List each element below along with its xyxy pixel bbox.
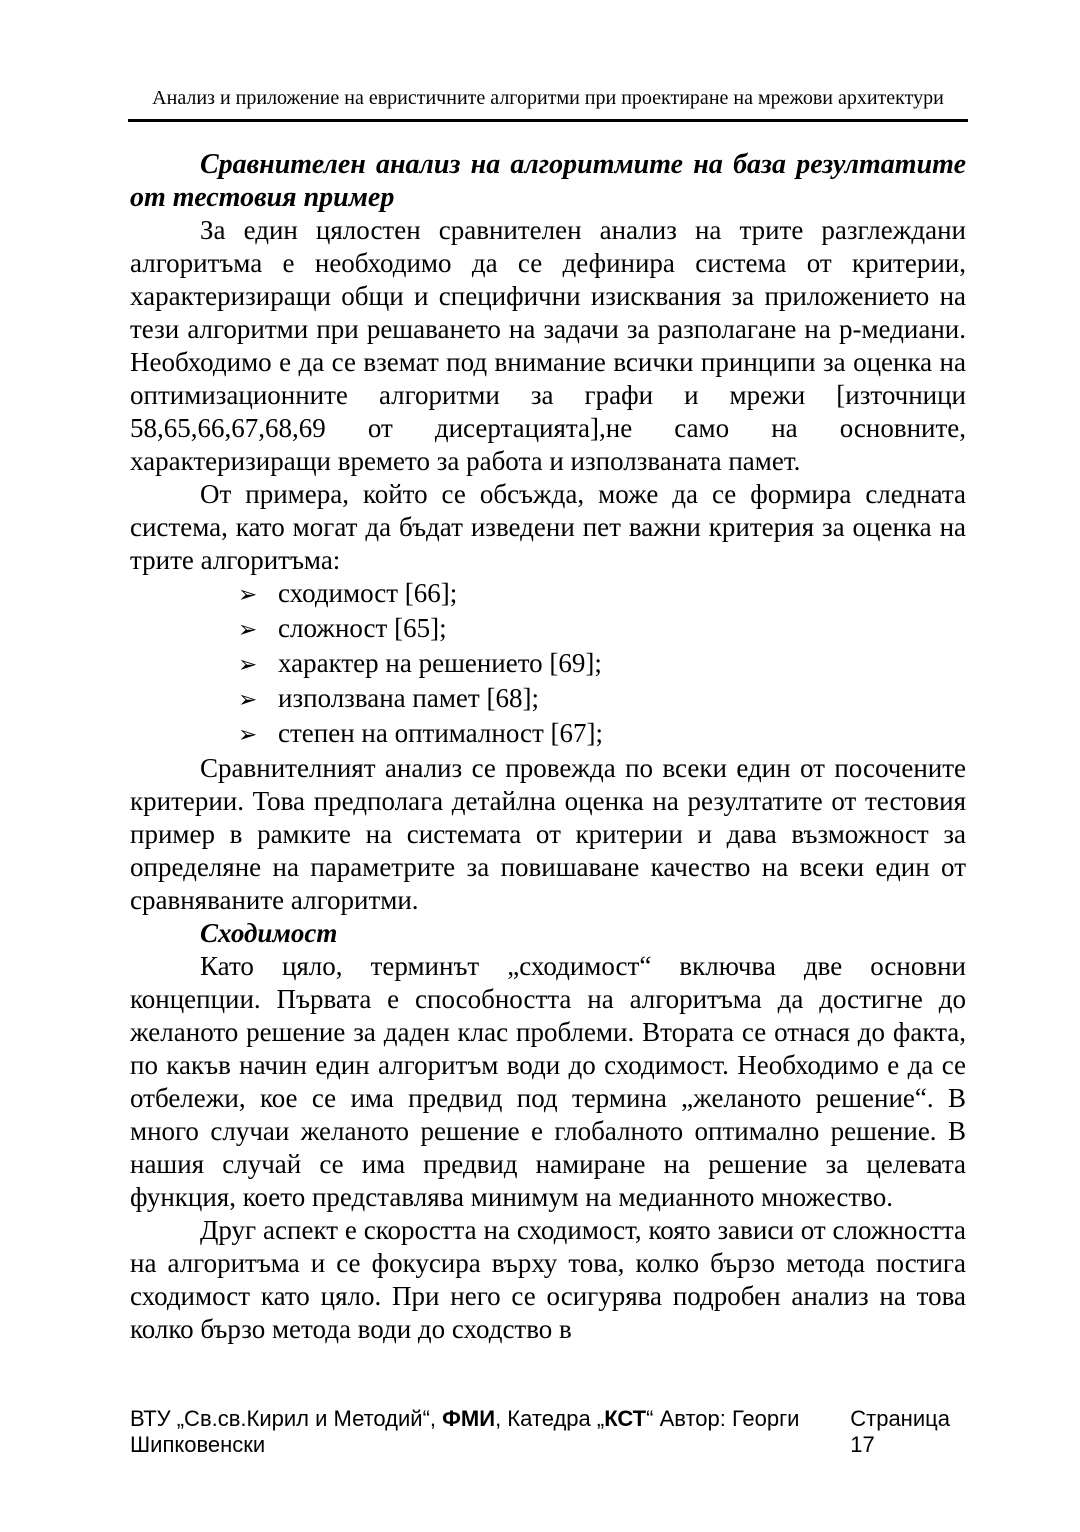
arrow-bullet-icon: ➢ xyxy=(238,687,258,713)
footer-credits xyxy=(130,1406,850,1458)
subsection-title: Сходимост xyxy=(200,918,338,948)
footer-author: “ Автор: Георги Шипковенски xyxy=(130,1406,800,1457)
footer-faculty: ФМИ xyxy=(442,1406,496,1431)
list-item xyxy=(238,577,966,612)
page-number: Страница 17 xyxy=(850,1406,950,1457)
list-item xyxy=(238,682,966,717)
list-item-text: сходимост [66]; xyxy=(278,578,458,608)
list-item-text: сложност [65]; xyxy=(278,613,447,643)
arrow-bullet-icon: ➢ xyxy=(238,582,258,608)
list-item xyxy=(238,647,966,682)
list-item-text: характер на решението [69]; xyxy=(278,648,602,678)
arrow-bullet-icon: ➢ xyxy=(238,722,258,748)
paragraph-2: От примера, който се обсъжда, може да се формира следната система, като могат да бъдат изведени пет важни критерия за оценка на трите алгоритъма: xyxy=(130,479,966,575)
list-item xyxy=(238,612,966,647)
list-item-text: използвана памет [68]; xyxy=(278,683,539,713)
criteria-list xyxy=(130,577,966,752)
arrow-bullet-icon: ➢ xyxy=(238,652,258,678)
arrow-bullet-icon: ➢ xyxy=(238,617,258,643)
footer-department: КСТ xyxy=(604,1406,647,1431)
paragraph-5: Друг аспект е скоростта на сходимост, която зависи от сложността на алгоритъма и се фокусира върху това, колко бързо метода постига сходимост като цяло. При него се осигурява подробен анализ на това колко бързо метода води до сходство в xyxy=(130,1215,966,1344)
list-item xyxy=(238,717,966,752)
page-footer xyxy=(130,1406,966,1458)
page-body xyxy=(130,148,966,1346)
footer-department-label: , Катедра „ xyxy=(495,1406,605,1431)
list-item-text: степен на оптималност [67]; xyxy=(278,718,604,748)
paragraph-3: Сравнителният анализ се провежда по всеки един от посочените критерии. Това предполага детайлна оценка на резултатите от тестовия пример в рамките на системата от критерии и дава възможност за определяне на параметрите за повишаване качество на всеки един от сравняваните алгоритми. xyxy=(130,753,966,915)
footer-university: ВТУ „Св.св.Кирил и Методий“, xyxy=(130,1406,443,1431)
paragraph-1: За един цялостен сравнителен анализ на трите разглеждани алгоритъма е необходимо да се дефинира система от критерии, характеризиращи общи и специфични изисквания за приложението на тези алгоритми при решаването на задачи за разполагане на р-медиани. Необходимо е да се вземат под внимание всички принципи за оценка на оптимизационните алгоритми за графи и мрежи [източници 58,65,66,67,68,69 от дисертацията],не само на основните, характеризиращи времето за работа и използваната памет. xyxy=(130,215,966,476)
paragraph-4: Като цяло, терминът „сходимост“ включва две основни концепции. Първата е способността на алгоритъма да достигне до желаното решение за даден клас проблеми. Втората се отнася до факта, по какъв начин един алгоритъм води до сходимост. Необходимо е да се отбележи, кое се има предвид под термина „желаното решение“. В много случаи желаното решение е глобалното оптимално решение. В нашия случай се има предвид намиране на решение за целевата функция, което представлява минимум на медианното множество. xyxy=(130,951,966,1212)
section-title: Сравнителен анализ на алгоритмите на база резултатите от тестовия пример xyxy=(130,149,966,213)
running-header: Анализ и приложение на евристичните алгоритми при проектиране на мрежови архитектури xyxy=(128,86,968,122)
